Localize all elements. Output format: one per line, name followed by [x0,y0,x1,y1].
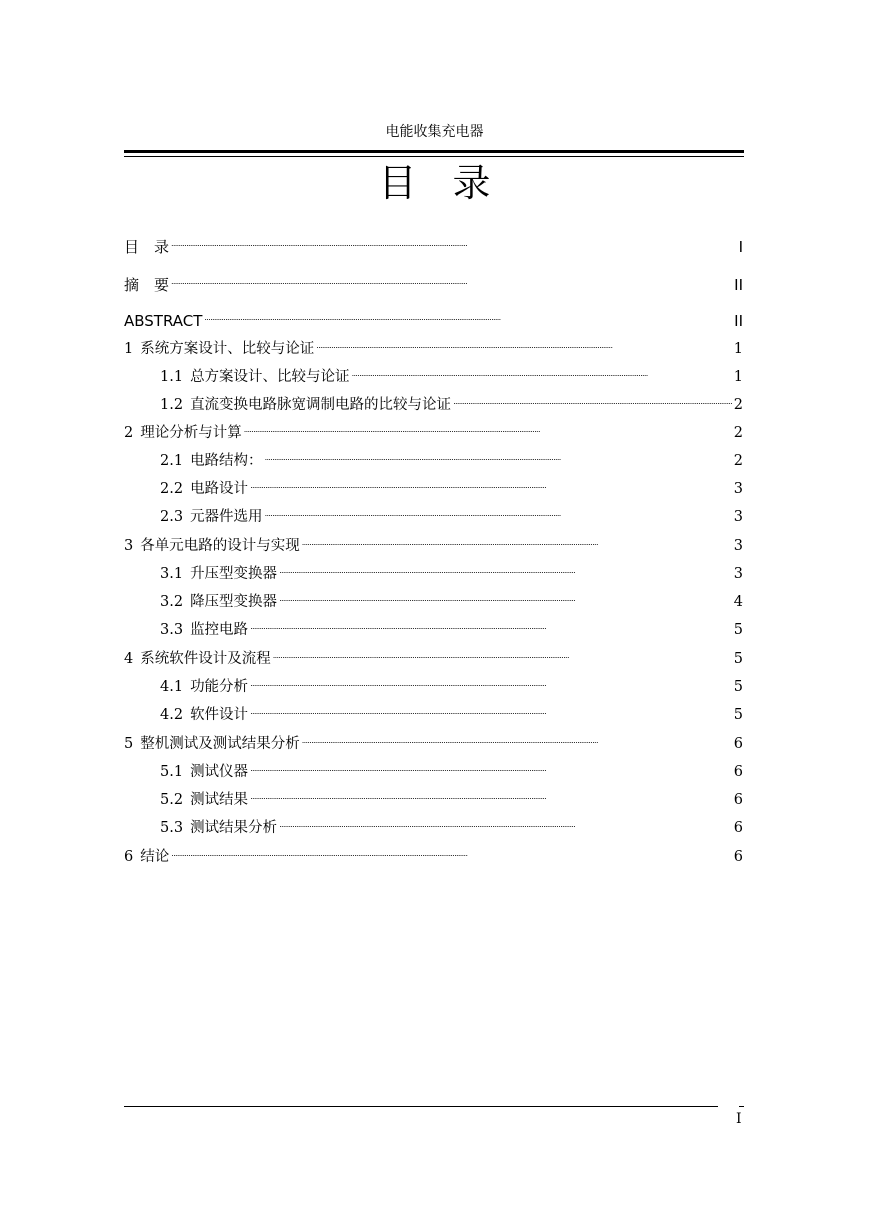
toc-entry[interactable] [124,311,743,331]
toc-entry-number: 2.1 [160,453,184,469]
toc-entry-page: 5 [733,679,743,695]
toc-entry-number: 1.1 [160,369,184,385]
toc-entry-label: 系统软件设计及流程 [140,651,271,667]
toc-entry-label: 电路设计 [190,481,249,497]
toc-entry-page: II [734,312,743,330]
toc-entry-page: 3 [733,481,743,497]
running-header: 电能收集充电器 [385,124,484,140]
toc-entry-page: 6 [733,792,743,808]
toc-entry-page: 1 [733,369,743,385]
header-rule-thin [124,156,744,157]
toc-leader-dots [171,237,737,257]
toc-entry-label: ABSTRACT [124,312,203,330]
toc-entry-label: 功能分析 [190,679,249,695]
toc-entry-number: 2 [124,425,134,441]
toc-entry-page: 6 [733,849,743,865]
toc-entry-page: 6 [733,736,743,752]
toc-entry-number: 2.3 [160,509,184,525]
toc-entry[interactable] [160,451,743,471]
toc-entry-label: 电路结构： [190,453,263,469]
toc-entry-label: 理论分析与计算 [140,425,242,441]
toc-leader-dots [265,507,732,527]
footer-page-number: I [736,1111,742,1127]
toc-entry-label: 升压型变换器 [190,566,278,582]
toc-entry-page: 3 [733,509,743,525]
toc-entry[interactable] [124,649,743,669]
toc-entry-label: 元器件选用 [190,509,263,525]
toc-leader-dots [302,536,732,556]
toc-leader-dots [316,339,732,359]
toc-entry[interactable] [160,790,743,810]
toc-entry-number: 4.2 [160,707,184,723]
toc-entry-label: 结论 [140,849,170,865]
toc-entry-page: 2 [733,453,743,469]
toc-entry-number: 3.2 [160,594,184,610]
toc-leader-dots [250,762,732,782]
toc-entry[interactable] [160,705,743,725]
toc-entry[interactable] [160,507,743,527]
toc-leader-dots [250,620,732,640]
toc-entry-page: 4 [733,594,743,610]
toc-entry-page: 6 [733,820,743,836]
toc-entry-number: 1.2 [160,397,184,413]
toc-entry-label: 各单元电路的设计与实现 [140,538,300,554]
toc-entry[interactable] [124,339,743,359]
toc-entry[interactable] [160,479,743,499]
toc-entry-number: 3 [124,538,134,554]
footer-dash [739,1106,744,1107]
toc-entry[interactable] [124,536,743,556]
toc-entry-label: 降压型变换器 [190,594,278,610]
toc-entry[interactable] [124,423,743,443]
toc-entry-number: 5.1 [160,764,184,780]
toc-entry-page: 5 [733,707,743,723]
toc-entry[interactable] [124,734,743,754]
toc-leader-dots [250,479,732,499]
toc-leader-dots [171,275,732,295]
toc-leader-dots [302,734,732,754]
toc-entry-label: 测试仪器 [190,764,249,780]
toc-entry-label: 监控电路 [190,622,249,638]
toc-entry-page: 5 [733,622,743,638]
toc-entry-label: 摘 要 [124,276,170,294]
toc-entry-label: 目 录 [124,238,170,256]
toc-entry-number: 3.3 [160,622,184,638]
toc-entry-number: 3.1 [160,566,184,582]
toc-leader-dots [171,847,732,867]
toc-entry-label: 总方案设计、比较与论证 [190,369,350,385]
toc-leader-dots [250,705,732,725]
toc-entry-page: 5 [733,651,743,667]
toc-leader-dots [250,790,732,810]
toc-entry-number: 5.3 [160,820,184,836]
toc-entry-number: 4.1 [160,679,184,695]
toc-entry-number: 1 [124,341,134,357]
toc-entry-page: 6 [733,764,743,780]
toc-entry-page: II [734,276,743,294]
toc-entry-number: 4 [124,651,134,667]
toc-entry-label: 测试结果分析 [190,820,278,836]
toc-entry-page: 3 [733,538,743,554]
toc-leader-dots [279,564,732,584]
toc-leader-dots [279,818,732,838]
toc-entry[interactable] [160,818,743,838]
toc-entry[interactable] [160,677,743,697]
toc-entry-page: 3 [733,566,743,582]
toc-entry-label: 测试结果 [190,792,249,808]
toc-entry-page: 2 [733,397,743,413]
toc-entry[interactable] [160,367,743,387]
toc-leader-dots [250,677,732,697]
toc-entry[interactable] [160,564,743,584]
toc-entry-label: 软件设计 [190,707,249,723]
toc-entry-label: 整机测试及测试结果分析 [140,736,300,752]
toc-entry-page: 1 [733,341,743,357]
footer-rule [124,1106,718,1107]
toc-entry[interactable] [124,275,743,295]
toc-entry-page: I [738,238,743,256]
toc-entry[interactable] [160,620,743,640]
toc-leader-dots [244,423,732,443]
toc-entry-label: 直流变换电路脉宽调制电路的比较与论证 [190,397,452,413]
toc-leader-dots [273,649,732,669]
toc-entry[interactable] [160,762,743,782]
toc-leader-dots [204,311,732,331]
toc-entry-number: 5 [124,736,134,752]
toc-entry-page: 2 [733,425,743,441]
toc-leader-dots [352,367,732,387]
toc-leader-dots [279,592,732,612]
toc-entry-number: 2.2 [160,481,184,497]
toc-leader-dots [265,451,732,471]
header-rule-thick [124,150,744,153]
toc-entry[interactable] [124,237,743,257]
toc-entry[interactable] [160,395,743,415]
toc-entry-number: 5.2 [160,792,184,808]
toc-leader-dots [453,395,732,415]
toc-title: 目录 [378,161,527,205]
toc-entry-label: 系统方案设计、比较与论证 [140,341,315,357]
toc-entry-number: 6 [124,849,134,865]
toc-entry[interactable] [124,847,743,867]
toc-entry[interactable] [160,592,743,612]
